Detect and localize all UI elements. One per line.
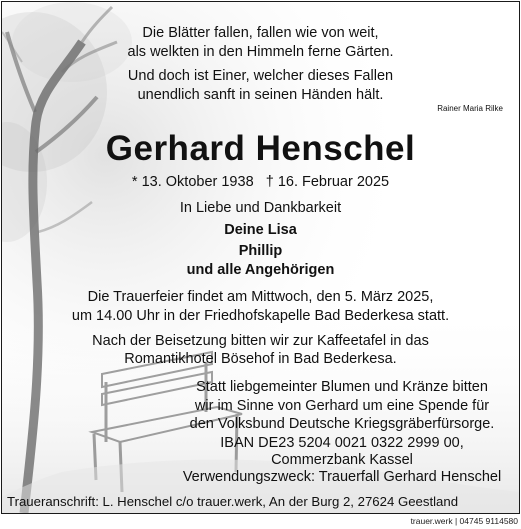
poem-line: Die Blätter fallen, fallen wie von weit, <box>142 25 379 41</box>
mourning-address: Traueranschrift: L. Henschel c/o trauer.werk, An der Burg 2, 27624 Geestland <box>7 494 459 509</box>
service-text: um 14.00 Uhr in der Friedhofskapelle Bad Bederkesa statt. <box>71 308 450 324</box>
birth-date: * 13. Oktober 1938 <box>131 174 254 190</box>
death-date: † 16. Februar 2025 <box>265 174 390 190</box>
poem-line: Und doch ist Einer, welcher dieses Fallen <box>127 68 394 84</box>
life-dates <box>2 174 519 190</box>
donation-text: den Volksbund Deutsche Kriegsgräberfürsorge. <box>189 416 495 432</box>
payment-reference: Verwendungszweck: Trauerfall Gerhard Henschel <box>182 469 502 485</box>
donation-text: Statt liebgemeinter Blumen und Kränze bitten <box>196 379 488 395</box>
poem-line: unendlich sanft in seinen Händen hält. <box>137 87 384 103</box>
reception-text: Romantikhotel Bösehof in Bad Bederkesa. <box>124 351 397 367</box>
service-text: Die Trauerfeier findet am Mittwoch, den 5. März 2025, <box>87 289 434 305</box>
mourner-name: Deine Lisa <box>224 222 297 238</box>
mourner-name: und alle Angehörigen <box>186 262 335 278</box>
deceased-name: Gerhard Henschel <box>105 129 416 168</box>
donation-text: wir im Sinne von Gerhard um eine Spende für <box>194 398 490 414</box>
poem-author: Rainer Maria Rilke <box>437 104 503 113</box>
obituary-card <box>1 1 520 514</box>
mourners-intro: In Liebe und Dankbarkeit <box>179 200 342 216</box>
poem-line: als welkten in den Himmeln ferne Gärten. <box>127 44 394 60</box>
bank-name: Commerzbank Kassel <box>271 452 413 468</box>
mourner-name: Phillip <box>238 243 283 259</box>
iban-text: IBAN DE23 5204 0021 0322 2999 00, <box>220 435 464 451</box>
publisher-footer: trauer.werk | 04745 9114580 <box>410 516 518 526</box>
reception-text: Nach der Beisetzung bitten wir zur Kaffeetafel in das <box>92 333 429 349</box>
